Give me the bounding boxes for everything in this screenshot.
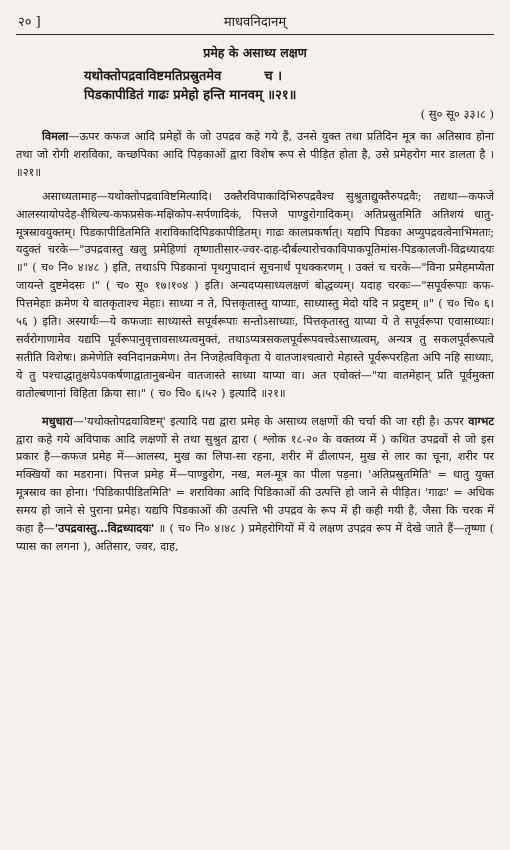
sanskrit-verse [16,67,494,105]
madhudhara-label: मधुधारा [42,413,73,428]
vimala-text: —ऊपर कफज आदि प्रमेहों के जो उपद्रव कहे गये हैं, उनसे युक्त तथा प्रतिदिन मूत्र का अतिस्राव होना तथा जो रोगी शराविका, कच्छपिका आदि पिड़काओं द्वारा विशेष रूप से पीड़ित होता है, उसे प्रमेहरोग मार डालता है । ॥२१॥ [16,130,494,179]
page-number: २० ] [18,15,41,30]
vimala-commentary [16,128,494,182]
charaka-quote: 'उपद्रवास्तु…विद्रध्यादयः' [54,521,155,536]
verse-line-1-text: यथोक्तोपद्रवाविष्टमतिप्रस्रुतमेव [84,69,222,84]
madhudhara-text-3: ॥ ( च० नि० ४।४८ ) प्रमेहरोगियों में ये लक्षण उपद्रव रूप में देखे जाते हैं—तृष्णा ( प्यास का लगना ), अतिसार, ज्वर, दाह, [16,522,494,553]
madhudhara-text-2: द्वारा कहे गये अविपाक आदि लक्षणों से तथा सुश्रुत द्वारा ( श्लोक १८-२० के वक्तव्य में ) कथित उपद्रवों से जो इस प्रकार है—कफज प्रमेह में—आलस्य, मुख का लिपा-सा रहना, शरीर में ढीलापन, मुख से लार का चूना, शरीर पर मक्खियों का मडराना। पित्तज प्रमेह में—पाण्डुरोग, नख, मल-मूत्र का पीला पड़ना। 'अतिप्रस्रुतमिति' = धातु युक्त मूत्रस्राव का होना। 'पिडिकापीडितमिति' = शराविका आदि पिडिकाओं की उत्पत्ति हो जाने से पीड़ित। 'गाढः' = अधिक समय हो जाने से पुराना प्रमेह। यद्यपि पिडकाओं की उत्पत्ति भी उपद्रव के रूप में ही कही गयी है, जैसा कि चरक में कहा है— [16,432,494,536]
vimala-label: विमला [42,129,69,143]
verse-line-2: पिडकापीडितं गाढः प्रमेहो हन्ति मानवम् ॥२१॥ [84,88,297,103]
madhudhara-commentary [16,413,494,556]
verse-reference: ( सु० सू० ३३।८ ) [420,107,494,121]
madhudhara-text-1: —'यथोक्तोपद्रवाविष्टम्' इत्यादि पद्य द्वारा प्रमेह के असाध्य लक्षणों की चर्चा की जा रही है। ऊपर [72,414,469,428]
section-title: प्रमेह के असाध्य लक्षण [203,45,307,60]
verse-line-1-end: च । [264,69,283,84]
verse-line-1 [16,67,494,86]
sanskrit-commentary: असाध्यतामाह—यथोक्तोपद्रवाविष्टमित्यादि। उक्तैरविपाकादिभिरुपद्रवैश्च सुश्रुताद्युक्तैरुपद्रवैः; तद्यथा—कफजे आलस्यायोपदेह-शैथिल्य-कफप्रसेक-मक्षिकोप-सर्पणादिकं, पित्तजे पाण्डुरोगादिकम्। अतिप्रस्रुतमिति अतिशयं धातु-मूत्रस्रावयुक्तम्। पिडकापीडितमिति शराविकादिपिडकापीडितम्। गाढः कालप्रकर्षात्। यद्यपि पिडका अप्युपद्रवत्वेनाभिमताः; यदुक्तं चरके—"उपद्रवास्तु खलु प्रमेहिणां तृष्णातीसार-ज्वर-दाह-दौर्बल्यारोचकाविपाकपूतिमांस-पिडकालजी-विद्रध्यादयः ॥" ( च० नि० ४।४८ ) इति, तथाऽपि पिडकानां पृथगुपादानं सूचनार्थं पृथक्करणम् । उक्तं च चरके—"विना प्रमेहमप्येता जायन्ते दुष्टमेदसः ।" ( च० सू० १७।१०४ ) इति। अन्यदप्यसाध्यलक्षणं बोद्धव्यम्। यदाह चरकः—"सपूर्वरूपाः कफ-पित्तमेहाः क्रमेण ये वातकृताश्च मेहाः। साध्या न ते, पित्तकृतास्तु याप्याः, साध्यास्तु मेदो यदि न प्रदुष्टम् ॥" ( च० चि० ६।५६ ) इति। अस्यार्थः—ये कफजाः साध्यास्ते सपूर्वरूपाः सन्तोऽसाध्याः, पित्तकृतास्तु याप्या ये ते सपूर्वरूपा एवासाध्याः। सर्वरोगाणामेव यद्यपि पूर्वरूपानुवृत्तावसाध्यत्वमुक्तं, तथाऽप्यत्रसकलपूर्वरूपवत्त्वेऽसाध्यत्वम्, अन्यत्र तु सकलपूर्वरूपत्वे सतीति विशेषः। क्रमेणेति स्वनिदानक्रमेण। तेन निजहेत्वविकृता ये वातजाश्चत्वारो मेहास्ते पूर्वरूपरहिता अपि नहि साध्याः, ये तु पश्चाद्धातुक्षयेऽपकर्षणाद्वातानुबन्धेन वातजास्ते साध्या याप्या वा। अत एवोक्तं—"या वातमेहान् प्रति पूर्वमुक्ता वातोल्बणानां विहिता क्रिया सा।" ( च० चि० ६।५२ ) इत्यादि ॥२१॥ [16,189,494,400]
vagbhata-name: वाग्भट [468,413,494,428]
page-header [16,8,494,35]
book-page [16,8,494,556]
running-title: माधवनिदानम् [223,15,287,30]
